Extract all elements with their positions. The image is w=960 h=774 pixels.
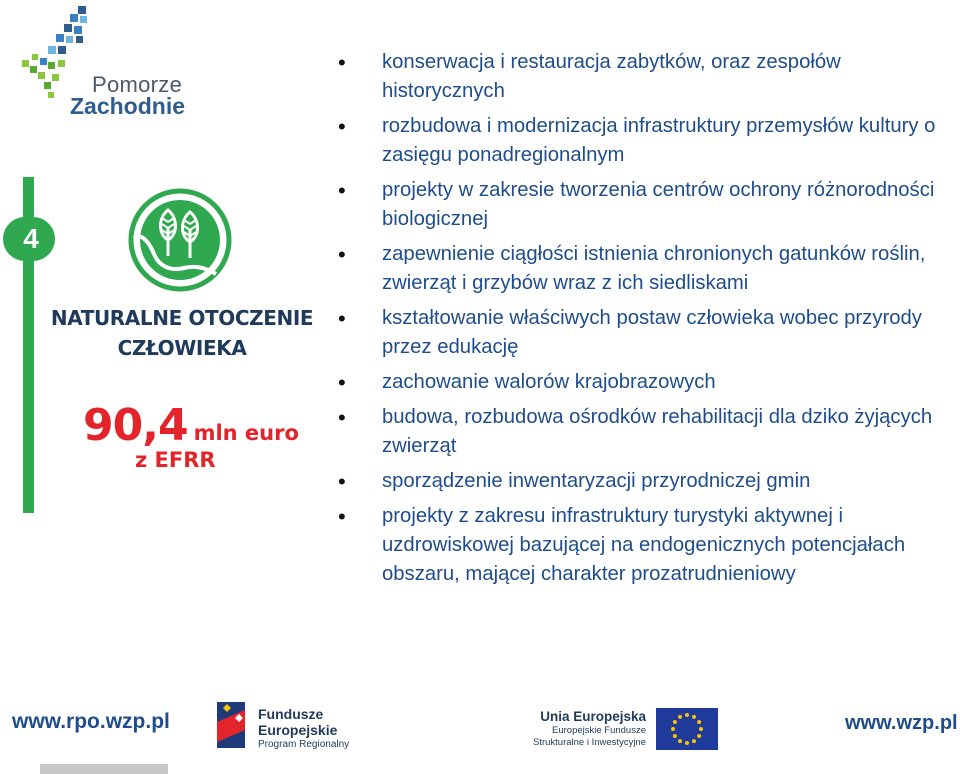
eu-star-icon [671,727,675,731]
list-item: • projekty w zakresie tworzenia centrów ochrony różnorodności biologicznej [336,176,948,234]
footer-url-right[interactable]: www.wzp.pl [845,712,958,734]
list-item: • budowa, rozbudowa ośrodków rehabilitacji dla dziko żyjących zwierząt [336,403,948,461]
ue-line1: Unia Europejska [540,709,646,724]
unia-europejska-text [528,709,646,749]
fe-line2: Europejskie [258,722,338,738]
eu-star-icon [685,741,689,745]
list-item: • projekty z zakresu infrastruktury turystyki aktywnej i uzdrowiskowej bazującej na endogenicznych potencjałach obszaru, mającej charakter prozatrudnieniowy [336,502,948,589]
eu-star-icon [678,715,682,719]
axis-title-line2: CZŁOWIEKA [117,336,247,360]
list-item: • kształtowanie właściwych postaw człowieka wobec przyrody przez edukację [336,304,948,362]
logo-text-pomorze: Pomorze [92,72,183,97]
eu-star-icon [692,739,696,743]
bullet-list [336,48,948,595]
fundusze-europejskie-logo [215,700,251,750]
axis-amount-unit: mln euro [193,421,299,445]
eu-star-icon [673,734,677,738]
eu-flag-icon [656,708,718,750]
eu-star-icon [673,720,677,724]
axis-amount-value: 90,4 [83,400,188,451]
eu-star-icon [692,715,696,719]
eu-star-icon [685,713,689,717]
fe-line1: Fundusze [258,706,324,722]
list-item: • rozbudowa i modernizacja infrastruktury przemysłów kultury o zasięgu ponadregionalnym [336,112,948,170]
ue-line3: Strukturalne i Inwestycyjne [533,737,646,748]
axis-amount [83,400,299,451]
axis-number: 4 [23,223,39,254]
bottom-grey-strip [40,764,168,774]
list-item: • sporządzenie inwentaryzacji przyrodniczej gmin [336,467,948,496]
ue-line2: Europejskie Fundusze [552,725,646,736]
axis-number-badge [3,217,55,261]
eu-star-icon [699,727,703,731]
footer-url-left[interactable]: www.rpo.wzp.pl [12,710,170,733]
eu-star-icon [697,734,701,738]
list-item: • zachowanie walorów krajobrazowych [336,368,948,397]
fe-line3: Program Regionalny [258,739,350,750]
axis-title [48,303,316,363]
fundusze-europejskie-text [258,706,349,752]
axis-title-line1: NATURALNE OTOCZENIE [50,306,314,330]
list-item: • zapewnienie ciągłości istnienia chronionych gatunków roślin, zwierząt i grzybów wraz z ich siedliskami [336,240,948,298]
axis-amount-source: z EFRR [135,448,216,472]
eu-star-icon [697,720,701,724]
nature-plants-icon [128,188,232,292]
logo-text-zachodnie: Zachodnie [70,93,186,119]
list-item: • konserwacja i restauracja zabytków, oraz zespołów historycznych [336,48,948,106]
eu-star-icon [678,739,682,743]
